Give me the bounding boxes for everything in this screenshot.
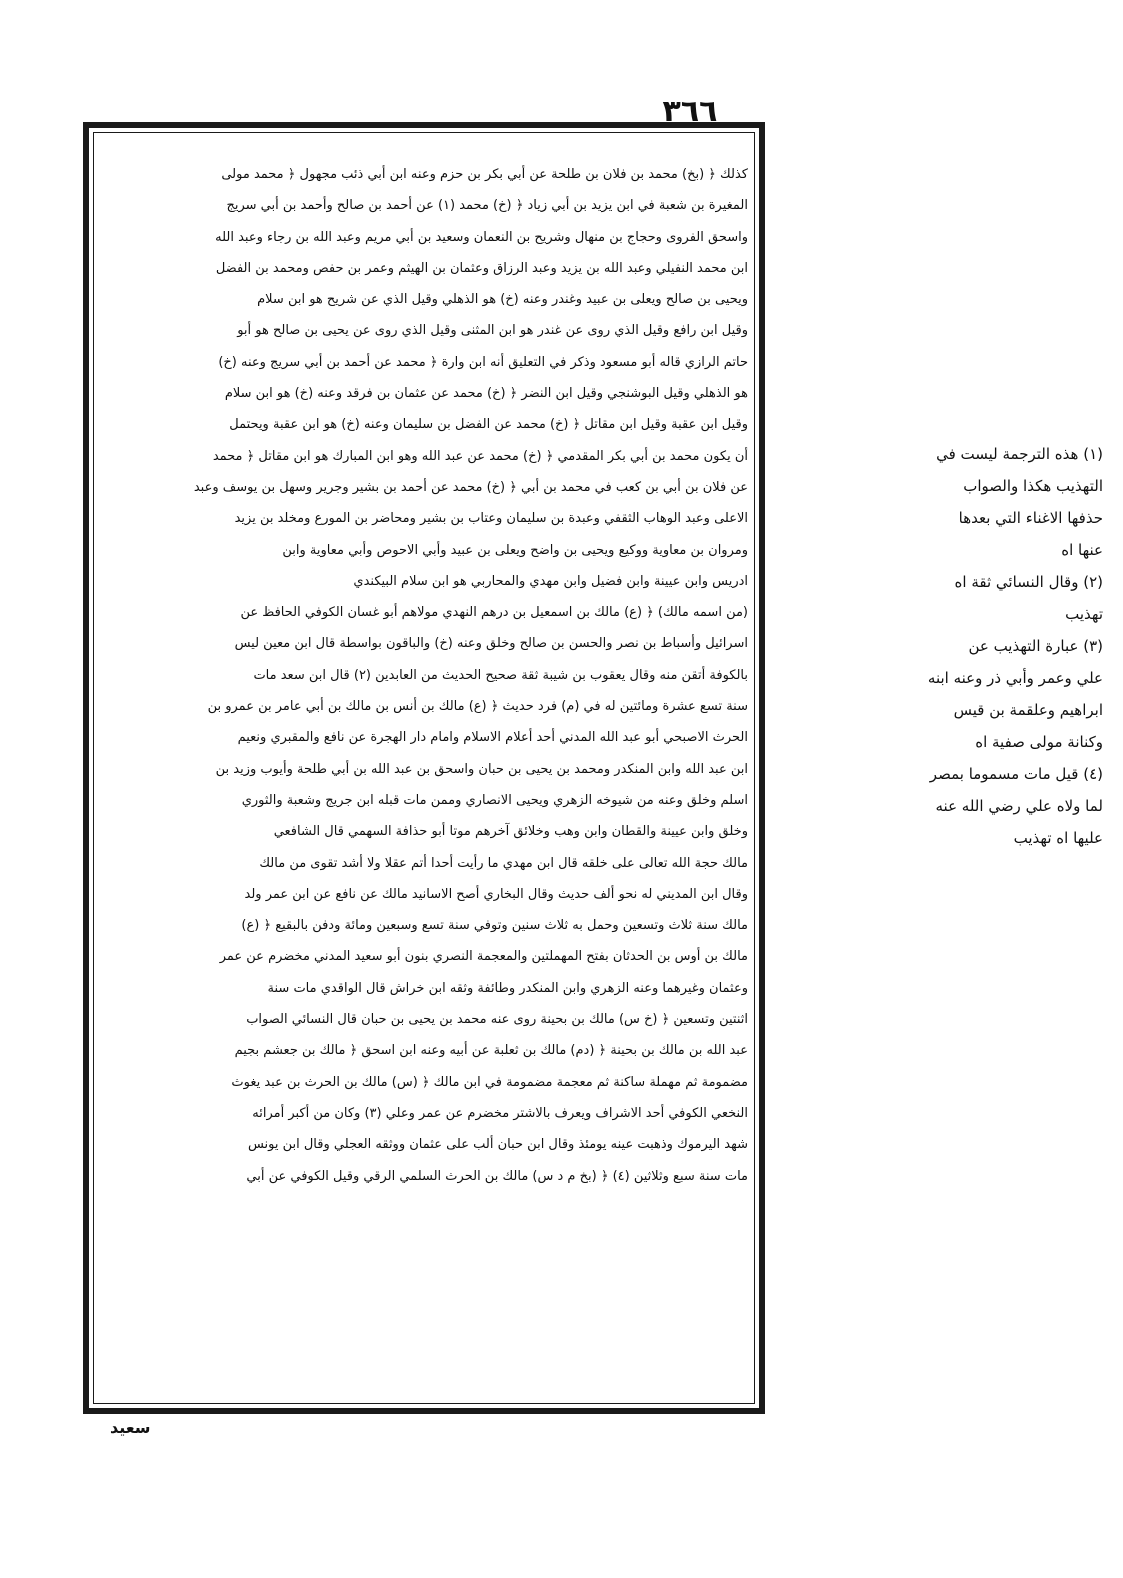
footnote-line: (٢) وقال النسائي ثقة اه: [954, 573, 1103, 591]
text-line: واسحق الفروى وحجاج بن منهال وشريح بن النعمان وسعيد بن أبي مريم وعبد الله بن رجاء وعبد الله: [215, 229, 748, 245]
text-line: شهد اليرموك وذهبت عينه يومئذ وقال ابن حبان ألب على عثمان ووثقه العجلي وقال ابن يونس: [247, 1137, 748, 1153]
text-line: ادريس وابن عيينة وابن فضيل وابن مهدي والمحاربي هو ابن سلام البيكندي: [353, 573, 748, 589]
footnote-line: (١) هذه الترجمة ليست في: [936, 445, 1103, 463]
text-line: ابن عبد الله وابن المنكدر ومحمد بن يحيى بن حبان واسحق بن عبد الله بن أبي طلحة وأيوب وزيد بن: [215, 761, 748, 777]
text-line: بالكوفة أتقن منه وقال يعقوب بن شيبة ثقة صحيح الحديث من العابدين (٢) قال ابن سعد مات: [253, 667, 748, 683]
footnote-line: عنها اه: [1061, 541, 1103, 559]
page-number: ٣٦٦: [662, 94, 718, 129]
main-text-frame-inner: [93, 132, 755, 1404]
footnote-line: وكنانة مولى صفية اه: [975, 733, 1103, 751]
text-line: وخلق وابن عيينة والقطان وابن وهب وخلائق آخرهم موتا أبو حذافة السهمي قال الشافعي: [273, 824, 748, 840]
text-line: اسلم وخلق وعنه من شيوخه الزهري ويحيى الانصاري وممن مات قبله ابن جريج وشعبة والثوري: [241, 792, 748, 808]
text-line: الحرث الاصبحي أبو عبد الله المدني أحد أعلام الاسلام وامام دار الهجرة عن نافع والمقبري ونعيم: [237, 730, 748, 746]
text-line: الاعلى وعبد الوهاب الثقفي وعبدة بن سليمان وعتاب بن بشير ومحاضر بن المورع ومخلد بن يزيد: [234, 511, 748, 527]
text-line: مالك سنة ثلاث وتسعين وحمل به ثلاث سنين وتوفي سنة تسع وسبعين ومائة ودفن بالبقيع ﴿ (ع): [241, 918, 748, 934]
text-line: (من اسمه مالك) ﴿ (ع) مالك بن اسمعيل بن درهم النهدي مولاهم أبو غسان الكوفي الحافظ عن: [240, 605, 748, 621]
text-line: عن فلان بن أبي بن كعب في محمد بن أبي ﴿ (خ) محمد عن أحمد بن بشير وجرير وسهل بن يوسف وعبد: [193, 479, 748, 495]
footnote-line: حذفها الاغناء التي بعدها: [958, 509, 1103, 527]
text-line: اسرائيل وأسباط بن نصر والحسن بن صالح وخلق وعنه (خ) والباقون بواسطة قال ابن معين ليس: [234, 636, 748, 652]
text-line: المغيرة بن شعبة في ابن يزيد بن أبي زياد ﴿ (خ) محمد (١) عن أحمد بن صالح وأحمد بن أبي سريج: [226, 198, 748, 214]
text-line: مضمومة ثم مهملة ساكنة ثم معجمة مضمومة في ابن مالك ﴿ (س) مالك بن الحرث بن عبد يغوث: [231, 1074, 748, 1090]
text-line: عبد الله بن مالك بن بحينة ﴿ (دم) مالك بن ثعلبة عن أبيه وعنه ابن اسحق ﴿ مالك بن جعشم بجيم: [234, 1043, 748, 1059]
catchword: سعيد: [110, 1418, 151, 1437]
footnote-line: تهذيب: [1065, 605, 1103, 623]
footnote-line: (٣) عبارة التهذيب عن: [968, 637, 1103, 655]
text-line: مالك حجة الله تعالى على خلقه قال ابن مهدي ما رأيت أحدا أتم عقلا ولا أشد تقوى من مالك: [259, 855, 748, 871]
footnote-line: (٤) قيل مات مسموما بمصر: [929, 765, 1103, 783]
text-line: مالك بن أوس بن الحدثان بفتح المهملتين والمعجمة النصري بنون أبو سعيد المدني مخضرم عن عمر: [219, 949, 748, 965]
footnote-line: عليها اه تهذيب: [1013, 829, 1103, 847]
text-line: حاتم الرازي قاله أبو مسعود وذكر في التعليق أنه ابن وارة ﴿ محمد عن أحمد بن أبي سريج وعنه (خ): [218, 354, 748, 370]
main-text-frame: [83, 122, 765, 1414]
text-line: سنة تسع عشرة ومائتين له في (م) فرد حديث ﴿ (ع) مالك بن أنس بن مالك بن أبي عامر بن عمرو بن: [207, 699, 748, 715]
footnote-line: ابراهيم وعلقمة بن قيس: [953, 701, 1103, 719]
text-line: وقيل ابن عقبة وقيل ابن مقاتل ﴿ (خ) محمد عن الفضل بن سليمان وعنه (خ) هو ابن عقبة ويحتمل: [229, 417, 748, 433]
text-line: النخعي الكوفي أحد الاشراف ويعرف بالاشتر مخضرم عن عمر وعلي (٣) وكان من أكبر أمرائه: [252, 1105, 748, 1121]
text-line: مات سنة سبع وثلاثين (٤) ﴿ (بخ م د س) مالك بن الحرث السلمي الرقي وقيل الكوفي عن أبي: [246, 1168, 748, 1184]
footnote-line: التهذيب هكذا والصواب: [963, 477, 1103, 495]
text-line: ويحيى بن صالح ويعلى بن عبيد وغندر وعنه (خ) هو الذهلي وقيل الذي عن شريح هو ابن سلام: [257, 292, 748, 308]
footnote-line: علي وعمر وأبي ذر وعنه ابنه: [927, 669, 1103, 687]
text-line: أن يكون محمد بن أبي بكر المقدمي ﴿ (خ) محمد عن عبد الله وهو ابن المبارك هو ابن مقاتل ﴿ محمد: [212, 448, 748, 464]
margin-footnotes: [773, 438, 1103, 854]
footnote-line: لما ولاه علي رضي الله عنه: [935, 797, 1103, 815]
main-text-body: [100, 159, 748, 1192]
text-line: ابن محمد النفيلي وعبد الله بن يزيد وعبد الرزاق وعثمان بن الهيثم وعمر بن حفص ومحمد بن الفضل: [215, 260, 748, 276]
text-line: اثنتين وتسعين ﴿ (خ س) مالك بن بحينة روى عنه محمد بن يحيى بن حبان قال النسائي الصواب: [246, 1012, 748, 1028]
text-line: كذلك ﴿ (بخ) محمد بن فلان بن طلحة عن أبي بكر بن حزم وعنه ابن أبي ذئب مجهول ﴿ محمد مولى: [221, 167, 748, 182]
text-line: هو الذهلي وقيل البوشنجي وقيل ابن النضر ﴿ (خ) محمد عن عثمان بن فرقد وعنه (خ) هو ابن سلام: [224, 386, 748, 402]
text-line: وقيل ابن رافع وقيل الذي روى عن غندر هو ابن المثنى وقيل الذي روى عن يحيى بن صالح هو أبو: [237, 323, 748, 339]
text-line: وقال ابن المديني له نحو ألف حديث وقال البخاري أصح الاسانيد مالك عن نافع عن ابن عمر ولد: [244, 886, 748, 902]
text-line: ومروان بن معاوية ووكيع ويحيى بن واضح ويعلى بن عبيد وأبي الاحوص وأبي معاوية وابن: [282, 542, 748, 558]
text-line: وعثمان وغيرهما وعنه الزهري وابن المنكدر وطائفة وثقه ابن خراش قال الواقدي مات سنة: [267, 980, 748, 996]
